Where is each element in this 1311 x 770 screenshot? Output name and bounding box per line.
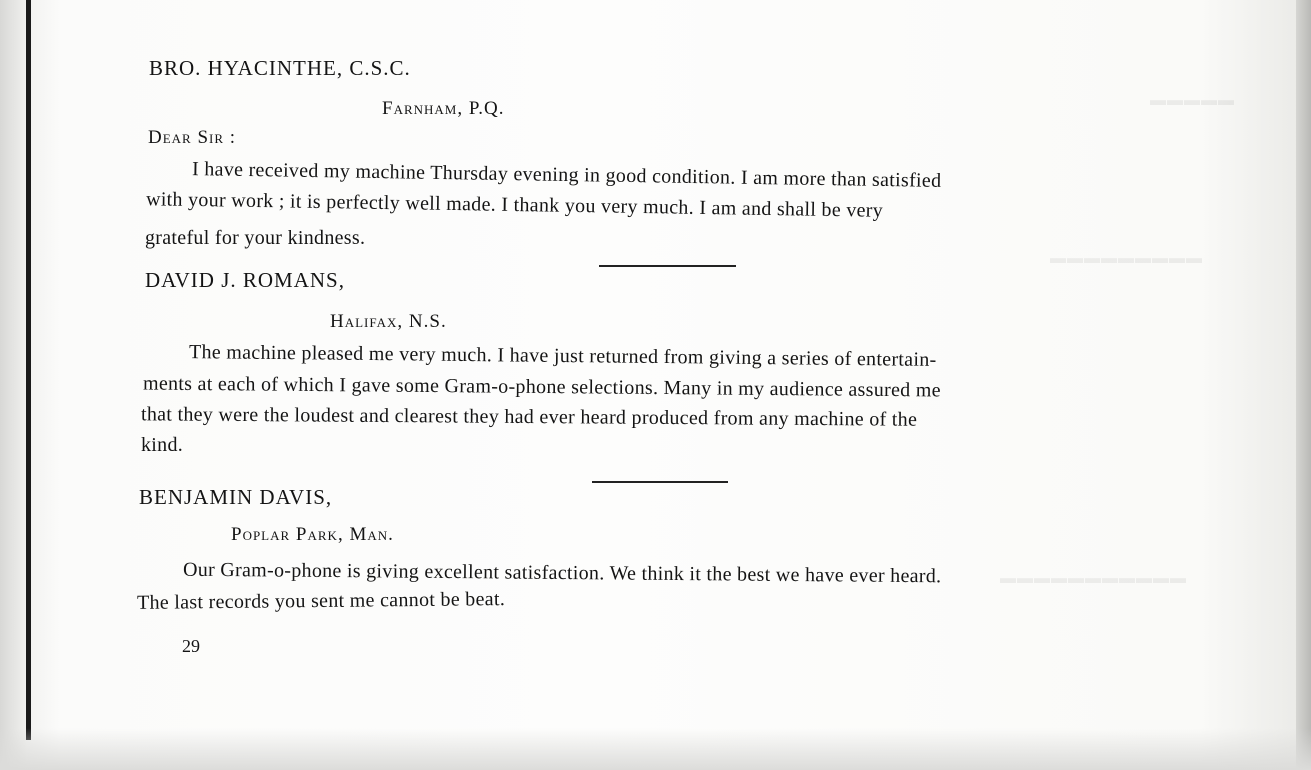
separator-rule	[592, 481, 728, 483]
separator-rule	[599, 265, 736, 267]
gutter-shadow	[0, 0, 26, 770]
letter-author-place: Farnham, P.Q.	[382, 98, 505, 119]
bleed-through-mark: ▬▬▬▬▬▬▬▬▬	[1050, 250, 1203, 267]
bleed-through-mark: ▬▬▬▬▬▬▬▬▬▬▬	[1000, 570, 1187, 587]
letter-salutation: Dear Sir :	[148, 127, 237, 148]
bleed-through-mark: ▬▬▬▬▬	[1150, 92, 1235, 109]
letter-body-line: Our Gram-o-phone is giving excellent satisfaction. We think it the best we have ever heard.	[182, 558, 942, 588]
letter-body-line: ments at each of which I gave some Gram-o-phone selections. Many in my audience assured me	[142, 372, 941, 402]
letter-body-line: that they were the loudest and clearest they had ever heard produced from any machine of the	[140, 403, 918, 431]
letter-body-line: kind.	[141, 434, 184, 456]
letter-body-line: I have received my machine Thursday evening in good condition. I am more than satisfied	[191, 158, 942, 192]
letter-author-name: BRO. HYACINTHE, C.S.C.	[149, 56, 411, 80]
bottom-shadow	[0, 728, 1311, 770]
letter-author-name: DAVID J. ROMANS,	[145, 268, 345, 292]
letter-author-name: BENJAMIN DAVIS,	[139, 485, 333, 509]
letter-body-line: grateful for your kindness.	[145, 227, 366, 249]
letter-body-line: with your work ; it is perfectly well made. I thank you very much. I am and shall be very	[145, 188, 884, 222]
letter-body-line: The last records you sent me cannot be beat.	[136, 588, 506, 614]
book-spine-edge	[26, 0, 31, 740]
letter-body-line: The machine pleased me very much. I have just returned from giving a series of entertain-	[188, 341, 937, 371]
letter-author-place: Halifax, N.S.	[330, 311, 447, 332]
letter-author-place: Poplar Park, Man.	[231, 524, 394, 545]
page-edge-shadow	[1296, 0, 1311, 770]
page-number: 29	[182, 636, 200, 656]
